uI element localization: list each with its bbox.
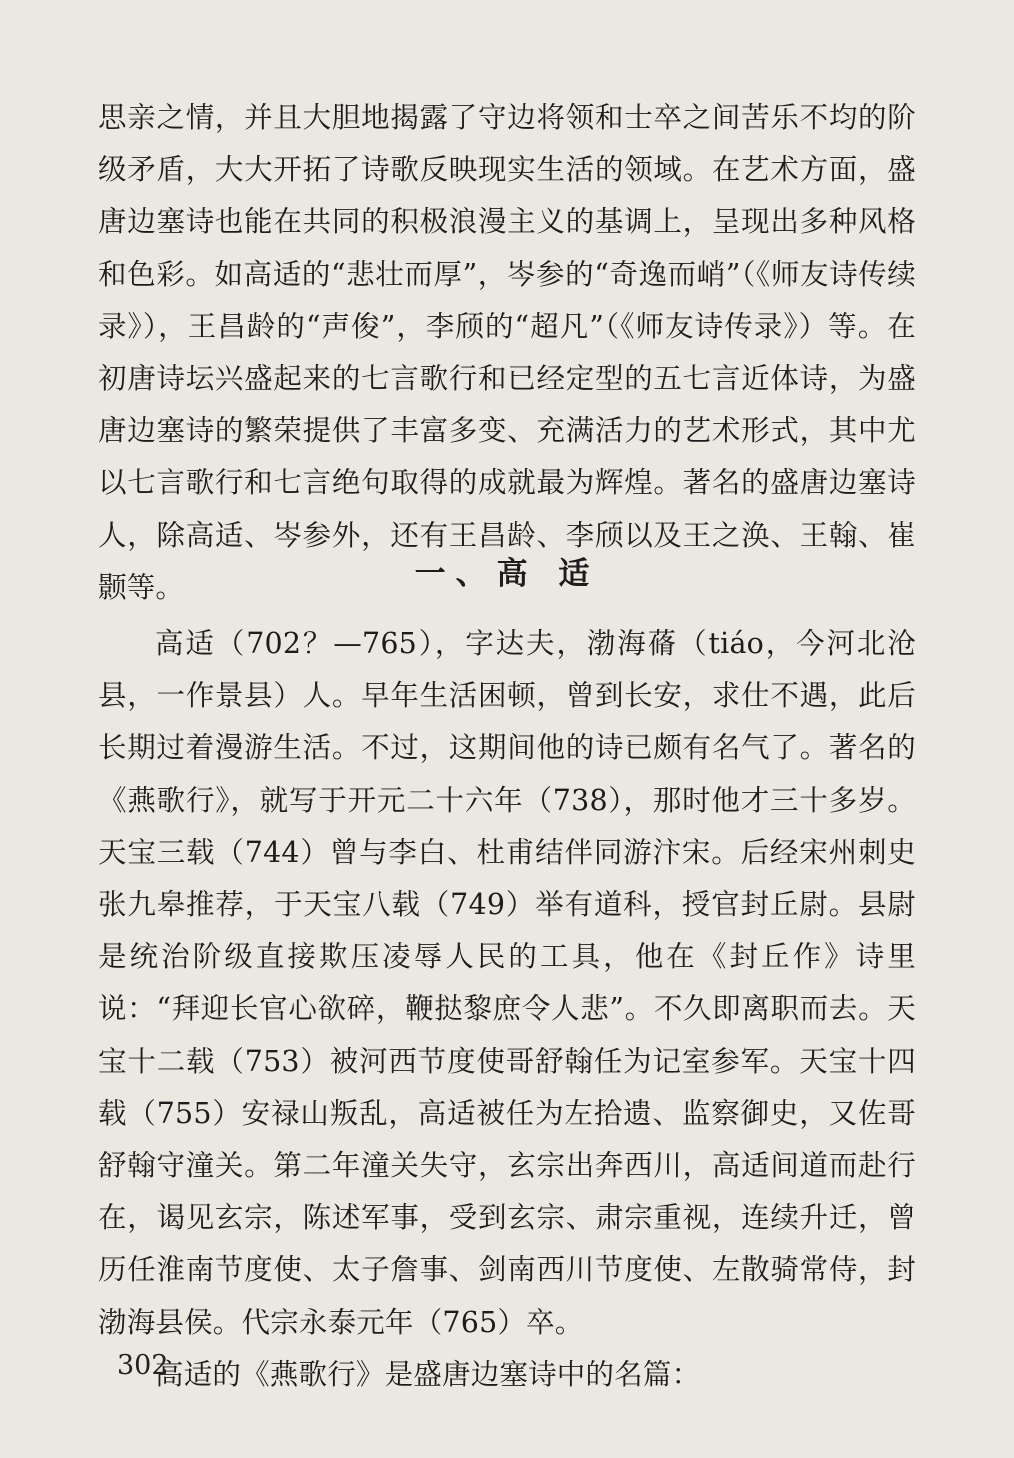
body-text xyxy=(98,618,916,1401)
intro-paragraph: 思亲之情，并且大胆地揭露了守边将领和士卒之间苦乐不均的阶级矛盾，大大开拓了诗歌反映现实生活的领域。在艺术方面，盛唐边塞诗也能在共同的积极浪漫主义的基调上，呈现出多种风格和色彩。如高适的“悲壮而厚”，岑参的“奇逸而峭”（《师友诗传续录》），王昌龄的“声俊”，李颀的“超凡”（《师友诗传录》）等。在初唐诗坛兴盛起来的七言歌行和已经定型的五七言近体诗，为盛唐边塞诗的繁荣提供了丰富多变、充满活力的艺术形式，其中尤以七言歌行和七言绝句取得的成就最为辉煌。著名的盛唐边塞诗人，除高适、岑参外，还有王昌龄、李颀以及王之涣、王翰、崔颢等。 xyxy=(98,101,916,604)
body-paragraph-2: 高适的《燕歌行》是盛唐边塞诗中的名篇： xyxy=(155,1357,701,1391)
page-number: 302 xyxy=(117,1350,169,1381)
intro-text xyxy=(98,92,916,614)
body-paragraph-1: 高适（702？—765），字达夫，渤海蓨（tiáo，今河北沧县，一作景县）人。早年生活困顿，曾到长安，求仕不遇，此后长期过着漫游生活。不过，这期间他的诗已颇有名气了。著名的《燕歌行》，就写于开元二十六年（738），那时他才三十多岁。天宝三载（744）曾与李白、杜甫结伴同游汴宋。后经宋州刺史张九皋推荐，于天宝八载（749）举有道科，授官封丘尉。县尉是统治阶级直接欺压凌辱人民的工具，他在《封丘作》诗里说：“拜迎长官心欲碎，鞭挞黎庶令人悲”。不久即离职而去。天宝十二载（753）被河西节度使哥舒翰任为记室参军。天宝十四载（755）安禄山叛乱，高适被任为左拾遗、监察御史，又佐哥舒翰守潼关。第二年潼关失守，玄宗出奔西川，高适间道而赴行在，谒见玄宗，陈述军事，受到玄宗、肃宗重视，连续升迁，曾历任淮南节度使、太子詹事、剑南西川节度使、左散骑常侍，封渤海县侯。代宗永泰元年（765）卒。 xyxy=(98,627,916,1339)
section-heading: 一、高 适 xyxy=(414,556,600,592)
